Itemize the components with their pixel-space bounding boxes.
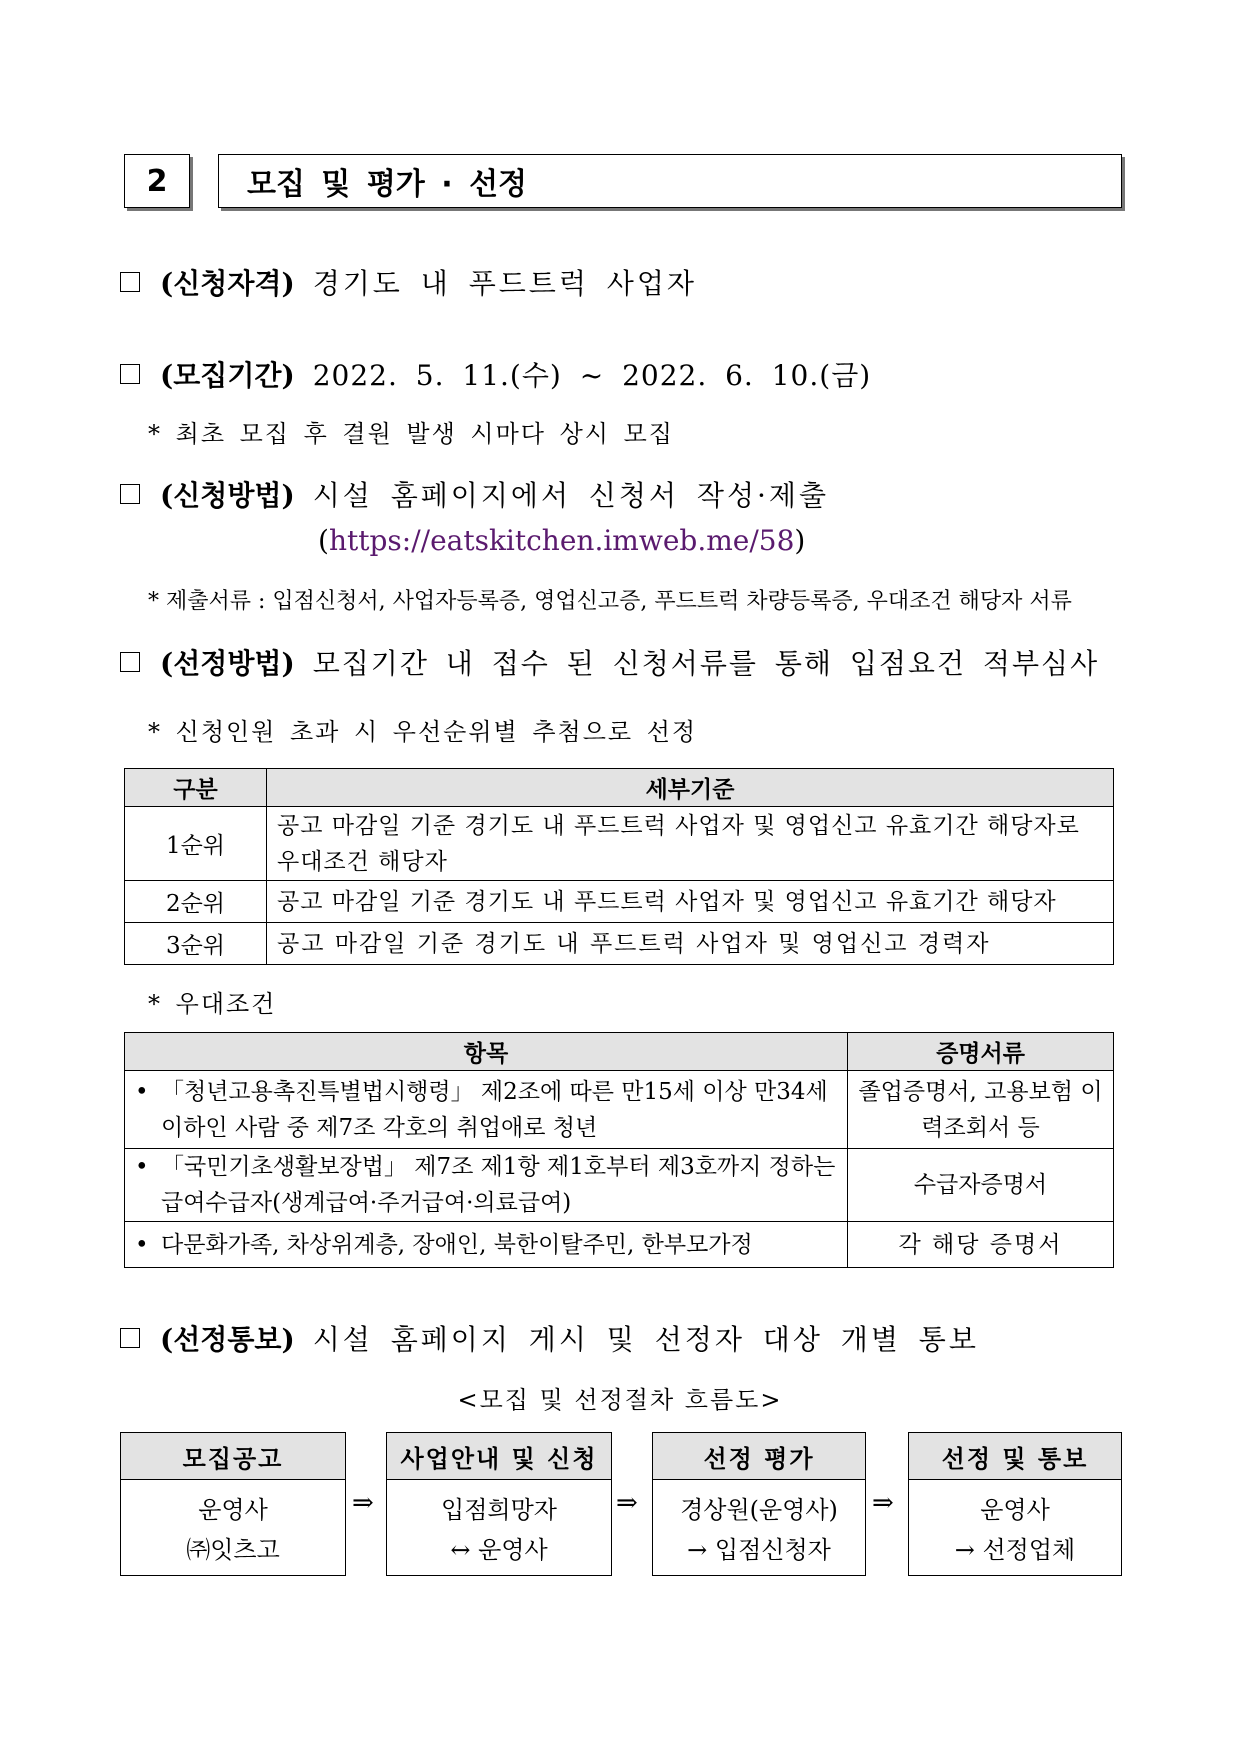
table-row xyxy=(125,1149,1114,1222)
preference-item-text: 다문화가족, 차상위계층, 장애인, 북한이탈주민, 한부모가정 xyxy=(161,1231,753,1258)
table-header: 증명서류 xyxy=(848,1033,1114,1071)
bullet-icon: • xyxy=(135,1154,149,1180)
section-number: 2 xyxy=(124,154,190,208)
bullet-icon: • xyxy=(135,1231,149,1258)
table-row xyxy=(125,1071,1114,1149)
qualification-label: (신청자격) xyxy=(160,267,295,300)
period-text: 2022. 5. 11.(수) ~ 2022. 6. 10.(금) xyxy=(312,359,872,392)
criteria-cell: 공고 마감일 기준 경기도 내 푸드트럭 사업자 및 영업신고 유효기간 해당자로 우대조건 해당자 xyxy=(267,807,1114,881)
flow-step-line: → 입점신청자 xyxy=(687,1536,831,1564)
method-label: (신청방법) xyxy=(160,479,295,512)
method-item xyxy=(120,474,829,514)
method-url-line xyxy=(318,524,805,557)
bullet-icon: • xyxy=(135,1078,149,1105)
criteria-cell: 공고 마감일 기준 경기도 내 푸드트럭 사업자 및 영업신고 경력자 xyxy=(267,923,1114,965)
flow-arrow-icon: ⇒ xyxy=(872,1488,894,1518)
flow-step-line: ↔ 운영사 xyxy=(450,1536,548,1564)
selection-text: 모집기간 내 접수 된 신청서류를 통해 입점요건 적부심사 xyxy=(312,647,1100,680)
flow-step-title: 모집공고 xyxy=(121,1433,345,1480)
notice-text: 시설 홈페이지 게시 및 선정자 대상 개별 통보 xyxy=(312,1323,979,1356)
preference-item-text: 「국민기초생활보장법」 제7조 제1항 제1호부터 제3호까지 정하는 급여수급자(생계급여·주거급여·의료급여) xyxy=(161,1154,836,1216)
table-row xyxy=(125,1222,1114,1268)
flow-step-title: 선정 평가 xyxy=(653,1433,865,1480)
preference-doc-cell: 졸업증명서, 고용보험 이력조회서 등 xyxy=(848,1071,1114,1149)
url-close-paren: ) xyxy=(794,524,806,557)
preference-note: * 우대조건 xyxy=(148,990,277,1018)
preference-item-cell xyxy=(125,1222,848,1268)
selection-item xyxy=(120,642,1099,682)
table-header: 항목 xyxy=(125,1033,848,1071)
notice-label: (선정통보) xyxy=(160,1323,295,1356)
rank-cell: 3순위 xyxy=(125,923,267,965)
period-item xyxy=(120,354,871,394)
flow-step xyxy=(652,1432,866,1576)
rank-cell: 2순위 xyxy=(125,881,267,923)
table-header-row xyxy=(125,1033,1114,1071)
flow-step-line: 입점희망자 xyxy=(441,1496,557,1524)
method-note: * 제출서류 : 입점신청서, 사업자등록증, 영업신고증, 푸드트럭 차량등록증, 우대조건 해당자 서류 xyxy=(148,589,1072,614)
method-text: 시설 홈페이지에서 신청서 작성·제출 xyxy=(312,479,830,512)
selection-label: (선정방법) xyxy=(160,647,295,680)
flow-step-line: 운영사 xyxy=(198,1496,268,1524)
flow-arrow-icon: ⇒ xyxy=(352,1488,374,1518)
notice-item xyxy=(120,1318,979,1358)
preference-item-cell xyxy=(125,1071,848,1149)
table-row xyxy=(125,923,1114,965)
flow-step-title: 선정 및 통보 xyxy=(909,1433,1121,1480)
flow-step xyxy=(908,1432,1122,1576)
checkbox-square-icon xyxy=(120,272,140,292)
preference-item-text: 「청년고용촉진특별법시행령」 제2조에 따른 만15세 이상 만34세 이하인 사람 중 제7조 각호의 취업애로 청년 xyxy=(161,1078,828,1141)
preference-item-cell xyxy=(125,1149,848,1222)
flow-step-line: 운영사 xyxy=(980,1496,1050,1524)
flow-caption: <모집 및 선정절차 흐름도> xyxy=(457,1386,783,1414)
checkbox-square-icon xyxy=(120,652,140,672)
flow-step xyxy=(120,1432,346,1576)
rank-cell: 1순위 xyxy=(125,807,267,881)
section-title: 모집 및 평가 · 선정 xyxy=(218,154,1122,208)
flow-step-line: 경상원(운영사) xyxy=(680,1496,838,1524)
application-url-link[interactable]: https://eatskitchen.imweb.me/58 xyxy=(328,524,795,557)
flow-step-line: → 선정업체 xyxy=(954,1536,1076,1564)
preference-doc-cell: 수급자증명서 xyxy=(848,1149,1114,1222)
flow-step xyxy=(386,1432,612,1576)
table-row xyxy=(125,807,1114,881)
table-row xyxy=(125,881,1114,923)
checkbox-square-icon xyxy=(120,364,140,384)
preference-doc-cell: 각 해당 증명서 xyxy=(848,1222,1114,1268)
table-header: 구분 xyxy=(125,769,267,807)
table-header-row xyxy=(125,769,1114,807)
flow-step-title: 사업안내 및 신청 xyxy=(387,1433,611,1480)
qualification-text: 경기도 내 푸드트럭 사업자 xyxy=(312,267,697,300)
selection-note: * 신청인원 초과 시 우선순위별 추첨으로 선정 xyxy=(148,718,698,746)
url-open-paren: ( xyxy=(318,524,329,557)
table-header: 세부기준 xyxy=(267,769,1114,807)
priority-table xyxy=(124,768,1114,965)
flow-arrow-icon: ⇒ xyxy=(616,1488,638,1518)
qualification-item xyxy=(120,262,697,302)
checkbox-square-icon xyxy=(120,484,140,504)
criteria-cell: 공고 마감일 기준 경기도 내 푸드트럭 사업자 및 영업신고 유효기간 해당자 xyxy=(267,881,1114,923)
period-note: * 최초 모집 후 결원 발생 시마다 상시 모집 xyxy=(148,420,674,448)
flow-step-line: ㈜잇츠고 xyxy=(186,1536,280,1564)
checkbox-square-icon xyxy=(120,1328,140,1348)
preference-table xyxy=(124,1032,1114,1268)
period-label: (모집기간) xyxy=(160,359,295,392)
